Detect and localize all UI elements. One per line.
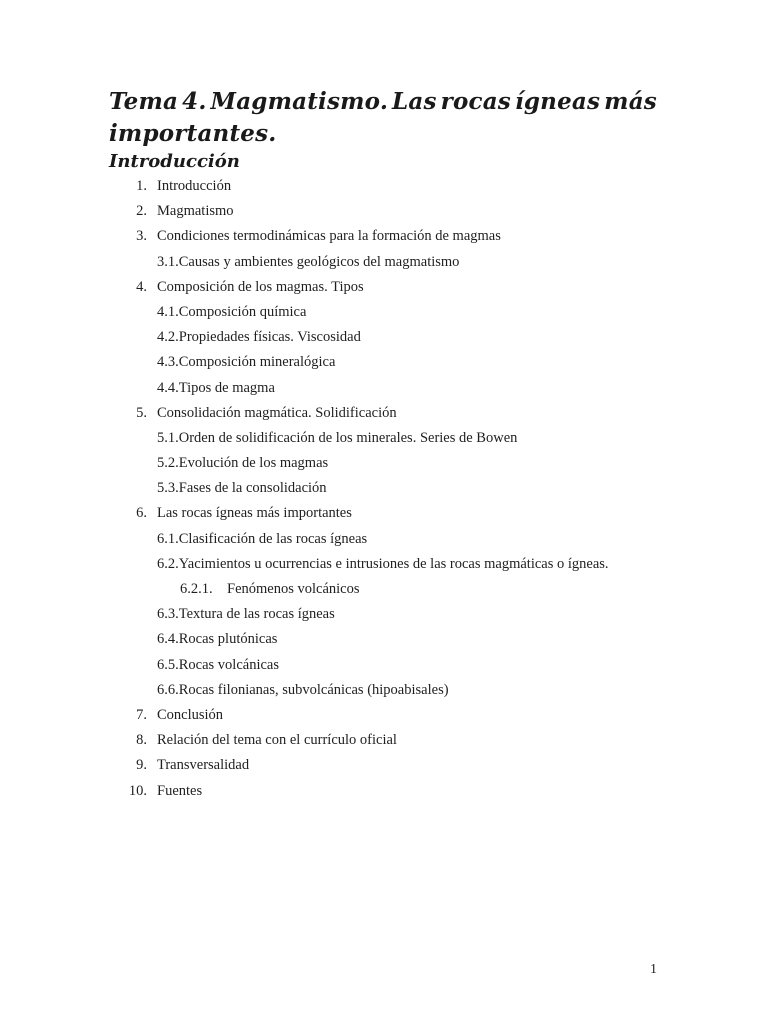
toc-subsubitem-number: 6.2.1. [180,581,213,597]
toc-item-number: 6. [136,505,147,522]
toc-subitem [0,678,768,703]
toc-subitem [0,552,768,577]
toc-subitem-text: 6.6.Rocas filonianas, subvolcánicas (hipoabisales) [157,681,449,698]
toc-subitem-text: 6.4.Rocas plutónicas [157,631,278,648]
toc-item [0,753,768,778]
toc-item-number: 7. [136,706,147,723]
toc-item-text: Introducción [157,178,232,194]
section-heading: Introducción [109,151,240,172]
toc-subitem-text: 6.5.Rocas volcánicas [157,656,280,673]
title-word: más [604,88,657,115]
title-word: 4. [182,88,207,115]
toc-item [0,174,768,199]
toc-subitem [0,653,768,678]
toc-item-number: 1. [136,178,147,194]
toc-item [0,401,768,426]
toc-subitem-text: 5.3.Fases de la consolidación [157,480,327,497]
toc-subsubitem-text: Fenómenos volcánicos [227,581,360,597]
toc-item-text: Las rocas ígneas más importantes [157,505,352,522]
toc-item [0,501,768,526]
toc-subitem [0,602,768,627]
toc-subitem-text: 6.3.Textura de las rocas ígneas [157,606,335,623]
toc-subitem-text: 4.3.Composición mineralógica [157,354,336,371]
toc-item-number: 5. [136,404,147,421]
title-word: Las [392,88,437,115]
page-title [109,86,657,150]
toc-item [0,728,768,753]
toc-subitem [0,325,768,350]
toc-subitem [0,350,768,375]
title-word: Magmatismo. [210,88,389,115]
toc-subitem-text: 6.2.Yacimientos u ocurrencias e intrusiones de las rocas magmáticas o ígneas. [157,555,609,572]
toc-subitem [0,300,768,325]
toc-subitem-text: 6.1.Clasificación de las rocas ígneas [157,530,368,547]
toc-subitem [0,376,768,401]
toc-subitem [0,451,768,476]
title-line-2: importantes. [109,120,277,147]
toc-subitem [0,426,768,451]
toc-subitem [0,527,768,552]
toc-item-text: Condiciones termodinámicas para la formación de magmas [157,228,501,245]
toc-subitem-text: 4.4.Tipos de magma [157,379,275,396]
toc-subitem-text: 5.2.Evolución de los magmas [157,455,329,472]
toc-subitem-text: 5.1.Orden de solidificación de los minerales. Series de Bowen [157,429,518,446]
toc-item [0,703,768,728]
toc-subitem-text: 4.2.Propiedades físicas. Viscosidad [157,329,361,346]
toc-item-number: 9. [136,757,147,774]
toc-item-number: 8. [136,732,147,749]
toc-item-text: Magmatismo [157,203,234,220]
title-line-1 [109,86,657,118]
toc-item-text: Consolidación magmática. Solidificación [157,404,397,421]
toc-item [0,224,768,249]
toc-item-text: Transversalidad [157,757,250,774]
toc-subitem-text: 4.1.Composición química [157,303,307,320]
title-word: ígneas [514,88,601,115]
toc-item-number: 2. [136,203,147,220]
toc-item-text: Conclusión [157,706,224,723]
toc-subitem [0,476,768,501]
table-of-contents [0,174,768,804]
toc-item [0,779,768,804]
toc-item-text: Fuentes [157,782,203,799]
toc-item-number: 4. [136,278,147,295]
toc-item-text: Relación del tema con el currículo oficial [157,732,397,749]
toc-subsubitem [0,577,768,602]
toc-item [0,199,768,224]
toc-subitem [0,250,768,275]
toc-item-number: 3. [136,228,147,245]
toc-item-number: 10. [128,782,147,799]
title-word: rocas [440,88,511,115]
title-word: Tema [109,88,179,115]
page-number: 1 [650,962,657,977]
toc-subitem-text: 3.1.Causas y ambientes geológicos del magmatismo [157,253,460,270]
toc-subitem [0,627,768,652]
toc-item [0,275,768,300]
toc-item-text: Composición de los magmas. Tipos [157,278,364,295]
